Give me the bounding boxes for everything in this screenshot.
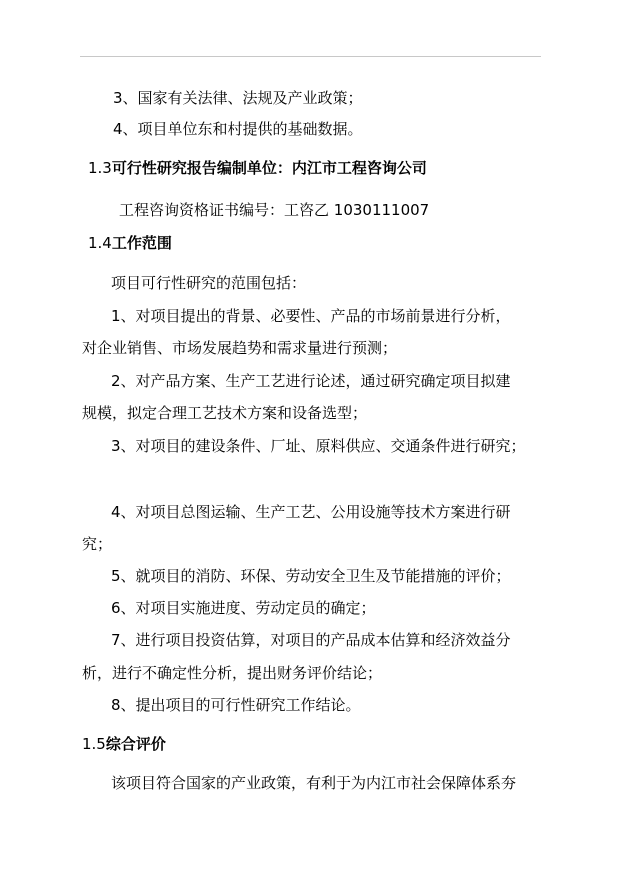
certificate-line: 工程咨询资格证书编号：工咨乙 1030111007 (119, 201, 430, 219)
scope-item-3: 3、对项目的建设条件、厂址、原料供应、交通条件进行研究； (111, 437, 526, 455)
scope-item-1-line-1: 1、对项目提出的背景、必要性、产品的市场前景进行分析， (111, 307, 511, 325)
scope-item-4-line-2: 究； (82, 535, 113, 553)
scope-item-5: 5、就项目的消防、环保、劳动安全卫生及节能措施的评价； (111, 567, 511, 585)
section-heading-1-5 (82, 734, 166, 754)
section-title: 可行性研究报告编制单位：内江市工程咨询公司 (111, 159, 427, 177)
scope-item-8: 8、提出项目的可行性研究工作结论。 (111, 696, 361, 714)
scope-item-2-line-2: 规模，拟定合理工艺技术方案和设备选型； (82, 404, 368, 422)
section-number: 1.4 (88, 234, 112, 252)
list-item-data: 4、项目单位东和村提供的基础数据。 (113, 120, 363, 138)
scope-item-7-line-2: 析，进行不确定性分析，提出财务评价结论； (82, 664, 383, 682)
scope-item-7-line-1: 7、进行项目投资估算，对项目的产品成本估算和经济效益分 (111, 631, 511, 649)
scope-item-4-line-1: 4、对项目总图运输、生产工艺、公用设施等技术方案进行研 (111, 503, 511, 521)
scope-item-2-line-1: 2、对产品方案、生产工艺进行论述，通过研究确定项目拟建 (111, 372, 511, 390)
header-rule (80, 56, 541, 57)
scope-item-1-line-2: 对企业销售、市场发展趋势和需求量进行预测； (82, 339, 398, 357)
section-number: 1.5 (82, 735, 106, 753)
section-heading-1-4 (88, 233, 172, 253)
list-item-law: 3、国家有关法律、法规及产业政策； (113, 89, 363, 107)
section-number: 1.3 (88, 159, 112, 177)
scope-item-6: 6、对项目实施进度、劳动定员的确定； (111, 599, 376, 617)
section-title: 综合评价 (105, 735, 166, 753)
evaluation-text: 该项目符合国家的产业政策，有利于为内江市社会保障体系夯 (111, 774, 517, 792)
scope-intro: 项目可行性研究的范围包括： (111, 274, 307, 292)
section-title: 工作范围 (111, 234, 172, 252)
section-heading-1-3 (88, 158, 427, 178)
